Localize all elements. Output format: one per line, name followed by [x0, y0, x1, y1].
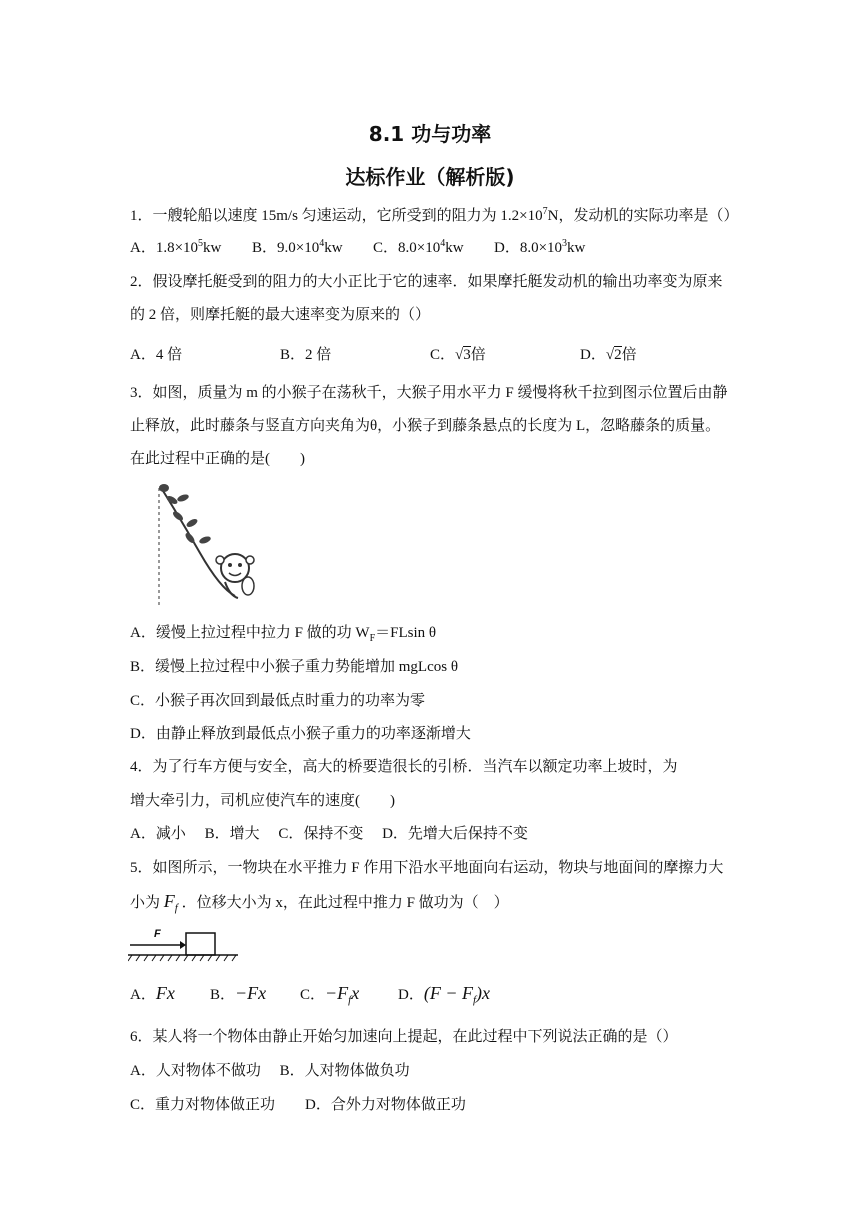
question-5-option-b: B．−Fx	[210, 983, 267, 1003]
question-3-stem-line2: 止释放，此时藤条与竖直方向夹角为θ，小猴子到藤条悬点的长度为 L，忽略藤条的质量。	[130, 418, 721, 434]
page-subtitle: 达标作业（解析版)	[345, 165, 515, 189]
question-2-option-c: C．√3倍	[430, 347, 486, 363]
monkey-icon	[216, 554, 254, 598]
force-arrowhead	[180, 941, 186, 949]
question-1-option-a: A．$1.8\times 10^5kw$	[130, 238, 222, 256]
sqrt-symbol: √	[605, 347, 615, 363]
block	[186, 933, 215, 955]
question-1-option-d: D．$8.0\times 10^3kw$	[494, 238, 586, 256]
monkey-swing-figure	[150, 478, 270, 608]
question-5-stem-line1: 5．如图所示，一物块在水平推力 F 作用下沿水平地面向右运动，物块与地面间的摩擦力大	[130, 860, 724, 876]
question-2-stem-line1: 2．假设摩托艇受到的阻力的大小正比于它的速率．如果摩托艇发动机的输出功率变为原来	[130, 274, 723, 290]
question-3-stem-line3: 在此过程中正确的是( )	[130, 451, 305, 467]
block-push-figure	[128, 926, 240, 966]
question-3-option-c: C．小猴子再次回到最低点时重力的功率为零	[130, 693, 426, 709]
question-4-stem-line1: 4．为了行车方便与安全，高大的桥要造很长的引桥．当汽车以额定功率上坡时，为	[130, 759, 678, 775]
question-1-option-c: C．$8.0\times 10^4kw$	[373, 238, 464, 256]
force-label: F	[154, 928, 161, 940]
question-3-option-d: D．由静止释放到最低点小猴子重力的功率逐渐增大	[130, 726, 471, 742]
question-2-option-a: A．4 倍	[130, 347, 183, 363]
question-5-option-c: C．$-F_fx$	[300, 983, 360, 1006]
question-2-option-b: B．2 倍	[280, 347, 332, 363]
question-5-option-a: A．Fx	[130, 983, 175, 1003]
ground-hatching	[128, 955, 236, 961]
vine-leaves	[159, 484, 212, 545]
sqrt-symbol: √	[455, 347, 464, 363]
question-6-options-cd: C．重力对物体做正功 D．合外力对物体做正功	[130, 1097, 466, 1113]
question-4-stem-line2: 增大牵引力，司机应使汽车的速度( )	[130, 793, 395, 809]
question-3-option-b: B．缓慢上拉过程中小猴子重力势能增加 mgLcos θ	[130, 659, 459, 675]
question-5-stem-line2: 小为 $F_f$ ．位移大小为 x，在此过程中推力 F 做功为（ ）	[130, 891, 509, 914]
question-3-stem-line1: 3．如图，质量为 m 的小猴子在荡秋千，大猴子用水平力 F 缓慢将秋千拉到图示位置后由静	[130, 385, 728, 401]
question-3-option-a: A．缓慢上拉过程中拉力 F 做的功 $W_F=FLsin$ θ	[130, 625, 437, 644]
question-5-option-d: D．$(F - F_f)x$	[398, 983, 491, 1006]
question-2-option-d: D．√2倍	[580, 347, 637, 363]
page-title: 8.1 功与功率	[368, 122, 492, 146]
question-1-option-b: B．$9.0\times 10^4kw$	[252, 238, 343, 256]
question-1-stem: 1．一艘轮船以速度 15m/s 匀速运动，它所受到的阻力为 $1.2\times 10^7N$，发动机的实际功率是（）	[130, 206, 739, 224]
question-4-options: A．减小 B．增大 C．保持不变 D．先增大后保持不变	[130, 826, 528, 842]
question-6-options-ab: A．人对物体不做功 B．人对物体做负功	[130, 1063, 410, 1079]
question-6-stem: 6．某人将一个物体由静止开始匀加速向上提起，在此过程中下列说法正确的是（）	[130, 1029, 678, 1045]
question-2-stem-line2: 的 2 倍，则摩托艇的最大速率变为原来的（）	[130, 307, 431, 323]
